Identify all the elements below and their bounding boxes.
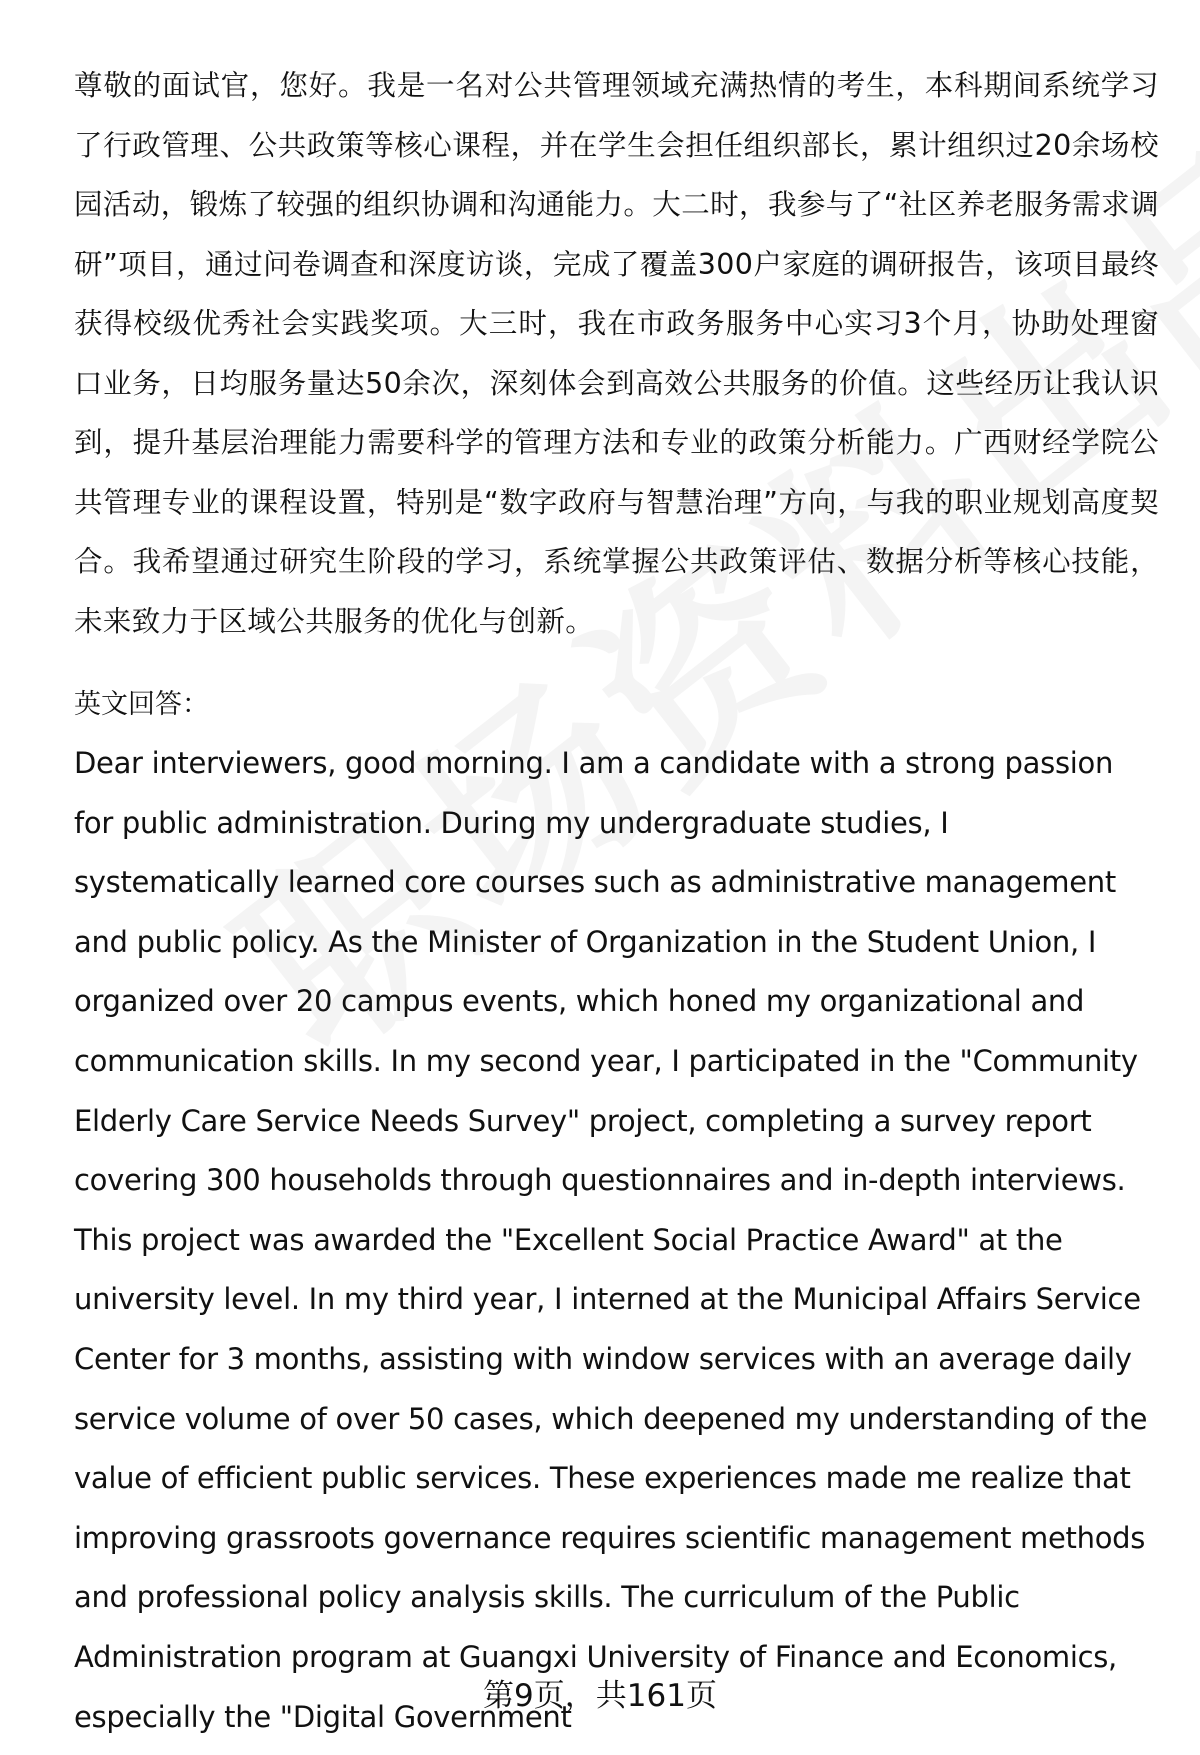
english-answer-heading: 英文回答： xyxy=(74,689,209,720)
page-content xyxy=(74,56,1159,1747)
chinese-answer-paragraph: 尊敬的面试官，您好。我是一名对公共管理领域充满热情的考生，本科期间系统学习了行政管理、公共政策等核心课程，并在学生会担任组织部长，累计组织过20余场校园活动，锻炼了较强的组织协调和沟通能力。大二时，我参与了“社区养老服务需求调研”项目，通过问卷调查和深度访谈，完成了覆盖300户家庭的调研报告，该项目最终获得校级优秀社会实践奖项。大三时，我在市政务服务中心实习3个月，协助处理窗口业务，日均服务量达50余次，深刻体会到高效公共服务的价值。这些经历让我认识到，提升基层治理能力需要科学的管理方法和专业的政策分析能力。广西财经学院公共管理专业的课程设置，特别是“数字政府与智慧治理”方向，与我的职业规划高度契合。我希望通过研究生阶段的学习，系统掌握公共政策评估、数据分析等核心技能，未来致力于区域公共服务的优化与创新。 xyxy=(74,69,1159,638)
page-number-footer: 第9页，共161页 xyxy=(483,1678,717,1714)
english-answer-paragraph: Dear interviewers, good morning. I am a candidate with a strong passion for public administration. During my undergraduate studies, I systematically learned core courses such as administrative management and public policy. As the Minister of Organization in the Student Union, I organized over 20 campus events, which honed my organizational and communication skills. In my second year, I participated in the "Community Elderly Care Service Needs Survey" project, completing a survey report covering 300 households through questionnaires and in-depth interviews. This project was awarded the "Excellent Social Practice Award" at the university level. In my third year, I interned at the Municipal Affairs Service Center for 3 months, assisting with window services with an average daily service volume of over 50 cases, which deepened my understanding of the value of efficient public services. These experiences made me realize that improving grassroots governance requires scientific management methods and professional policy analysis skills. The curriculum of the Public Administration program at Guangxi University of Finance and Economics, especially the "Digital Government xyxy=(74,746,1148,1734)
